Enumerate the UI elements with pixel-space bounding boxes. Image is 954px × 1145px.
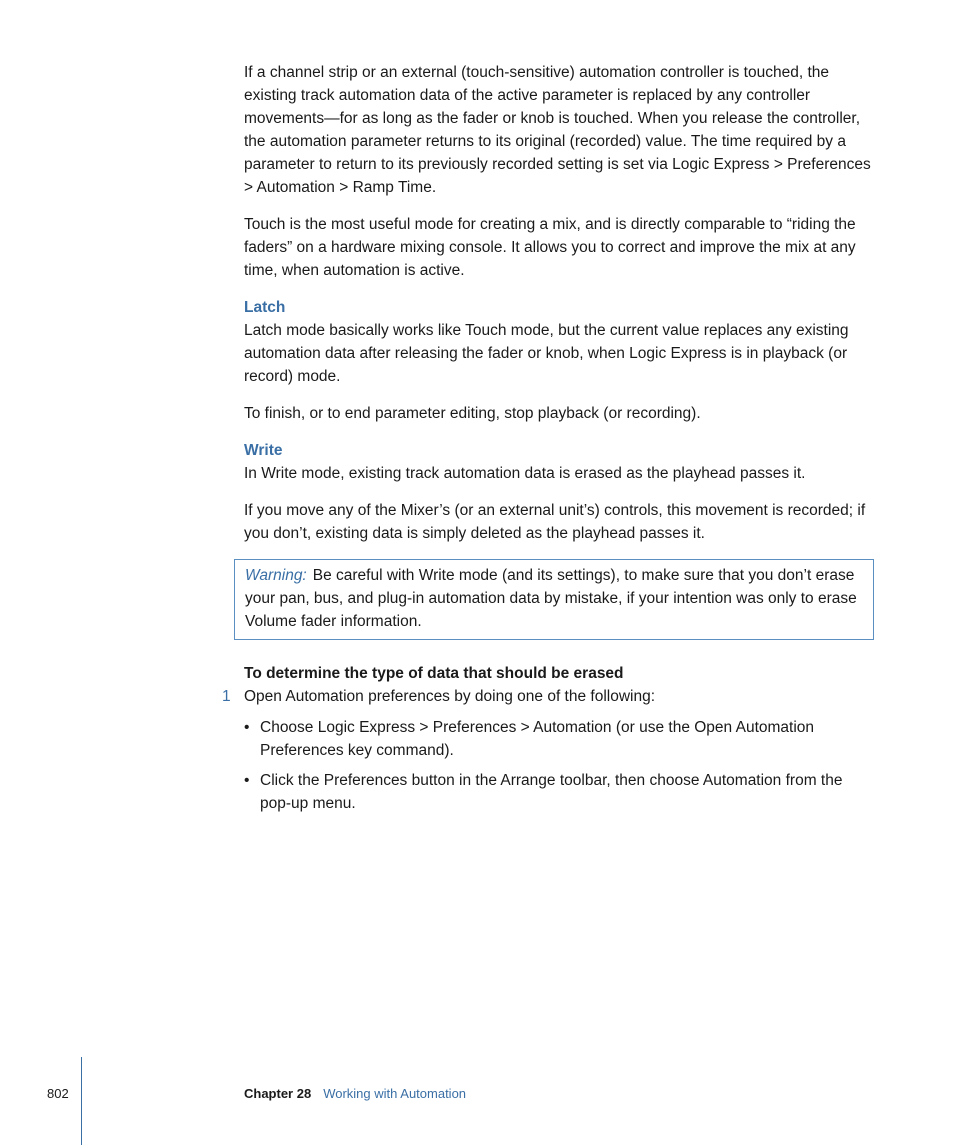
bullet-text-2: Click the Preferences button in the Arrange toolbar, then choose Automation from the pop-up menu. (260, 772, 843, 812)
page-body (222, 61, 876, 822)
write-heading: Write (244, 442, 283, 459)
chapter-title: Working with Automation (323, 1086, 467, 1101)
step-text: Open Automation preferences by doing one of the following: (244, 688, 656, 705)
touch-paragraph-2: Touch is the most useful mode for creating a mix, and is directly comparable to “riding the faders” on a hardware mixing console. It allows you to correct and improve the mix at any time, when automation is active. (244, 216, 856, 279)
chapter-label: Chapter 28 (244, 1086, 312, 1101)
write-paragraph-1: In Write mode, existing track automation data is erased as the playhead passes it. (244, 465, 806, 482)
step-number: 1 (222, 688, 231, 705)
warning-label: Warning: (245, 567, 307, 584)
bullet-text-1: Choose Logic Express > Preferences > Automation (or use the Open Automation Preferences key command). (260, 719, 815, 759)
footer-chapter (244, 1086, 466, 1101)
bullet-item-2 (244, 769, 876, 815)
latch-paragraph-1: Latch mode basically works like Touch mode, but the current value replaces any existing automation data after releasing the fader or knob, when Logic Express is in playback (or record) mode. (244, 322, 849, 385)
latch-heading: Latch (244, 299, 286, 316)
touch-paragraph-1: If a channel strip or an external (touch-sensitive) automation controller is touched, the existing track automation data of the active parameter is replaced by any controller movements—for as long as the fader or knob is touched. When you release the controller, the automation parameter returns to its original (recorded) value. The time required by a parameter to return to its previously recorded setting is set via Logic Express > Preferences > Automation > Ramp Time. (244, 64, 871, 196)
warning-box (234, 559, 874, 640)
bullet-icon: • (244, 719, 250, 736)
task-heading: To determine the type of data that should be erased (244, 665, 624, 682)
latch-paragraph-2: To finish, or to end parameter editing, stop playback (or recording). (244, 405, 701, 422)
footer-divider (81, 1057, 82, 1145)
warning-text: Be careful with Write mode (and its settings), to make sure that you don’t erase your pan, bus, and plug-in automation data by mistake, if your intention was only to erase Volume fader information. (245, 567, 857, 630)
step-1 (222, 685, 876, 708)
bullet-item-1 (244, 716, 876, 762)
write-paragraph-2: If you move any of the Mixer’s (or an external unit’s) controls, this movement is recorded; if you don’t, existing data is simply deleted as the playhead passes it. (244, 502, 866, 542)
page-number: 802 (47, 1086, 69, 1101)
bullet-icon: • (244, 772, 250, 789)
